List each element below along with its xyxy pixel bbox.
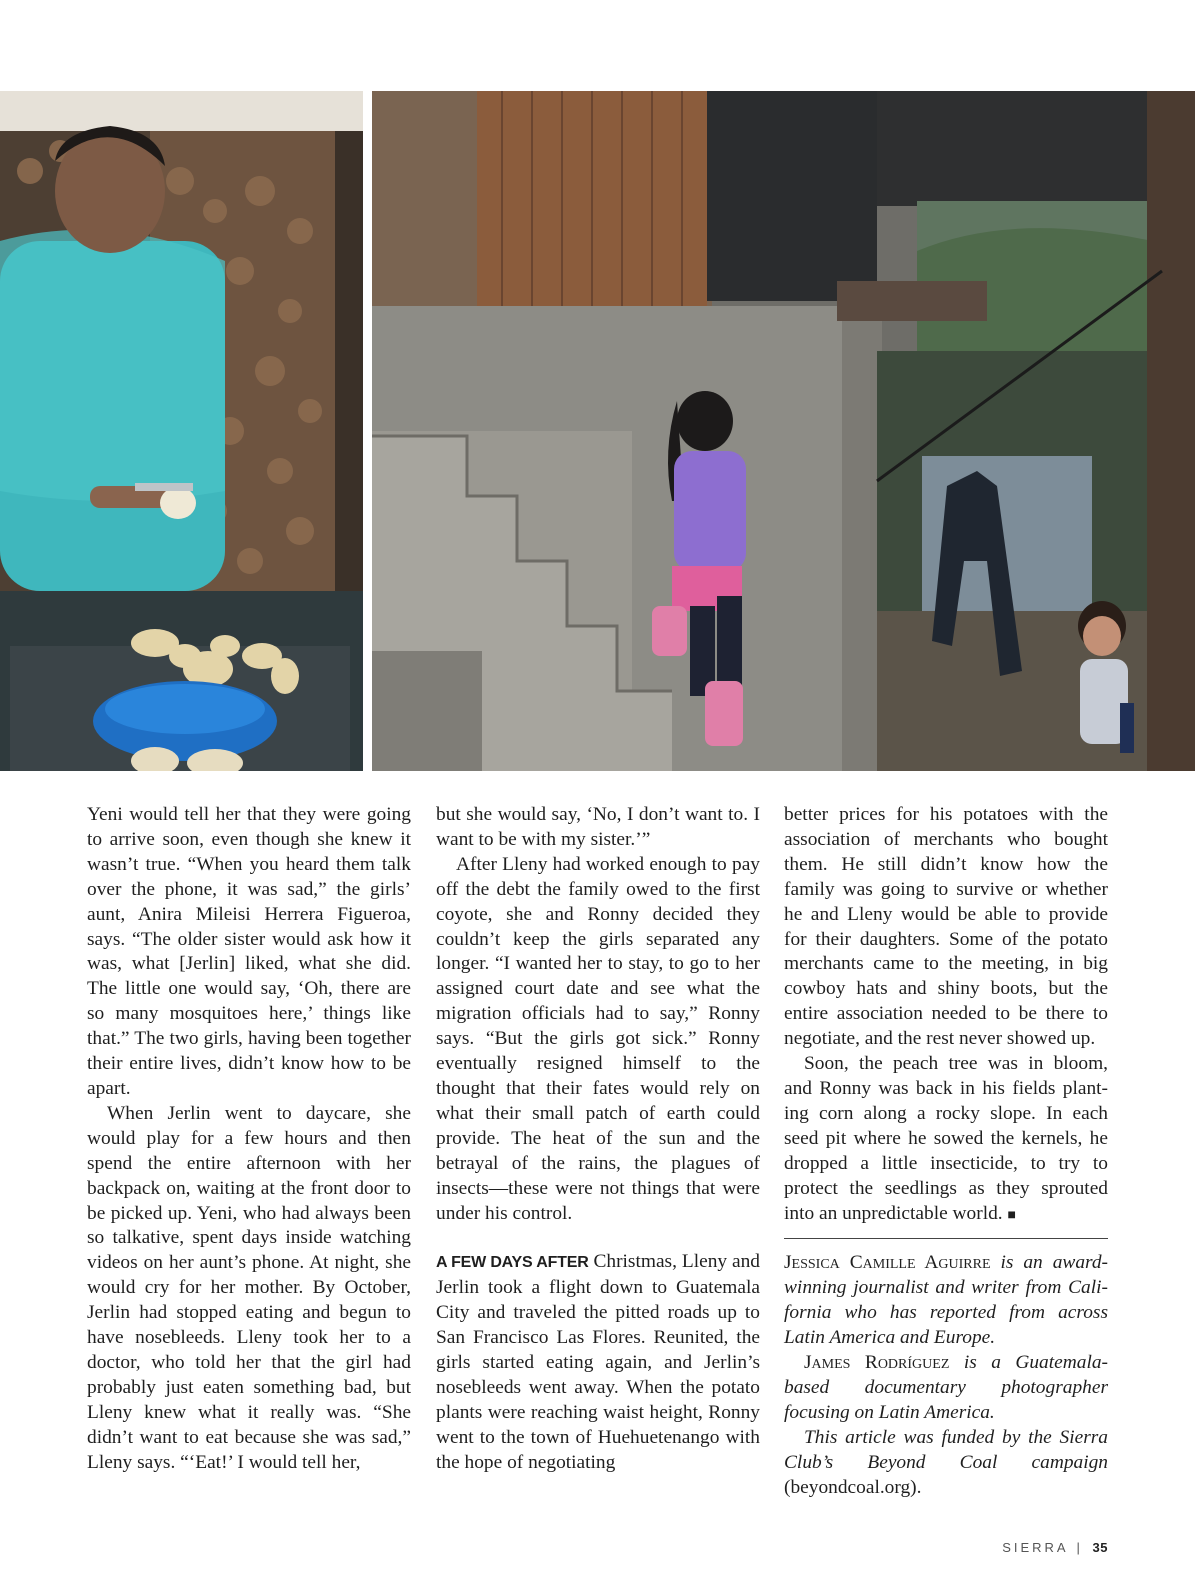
section-paragraph (436, 1250, 760, 1475)
photo-right-illustration (372, 91, 1195, 771)
author-name: Jessica Camille Aguirre (784, 1252, 991, 1274)
folio-separator: | (1076, 1540, 1080, 1555)
page-number: 35 (1092, 1540, 1108, 1555)
author-bio (784, 1251, 1108, 1351)
paragraph: When Jerlin went to daycare, she would play for a few hours and then spend the entire afternoon with her backpack on, waiting at the front door to be picked up. Yeni, who had always been so talkative, spent days inside watching videos on her aunt’s phone. At night, she would cry for her mother. By October, Jerlin had stopped eating and begun to have nosebleeds. Lleny took her to a doctor, who told her that the girl had probably just eaten something bad, but Lleny knew what it really was. “She didn’t want to eat because she was sad,” Lleny says. “‘Eat!’ I would tell her, (87, 1102, 411, 1473)
text-column-3 (784, 803, 1108, 1500)
author-bio-text: is an award-winning journalist and writer from California who has reported from across Latin America and Europe. (784, 1252, 1108, 1349)
section-lead-in: A FEW DAYS AFTER (436, 1254, 589, 1272)
paragraph-text: Christmas, Lleny and Jerlin took a flight down to Guatemala City and traveled the pitted roads up to San Francisco Las Flores. Reunited, the girls started eating again, and Jerlin’s nosebleeds went away. When the potato plants were reaching waist height, Ronny went to the town of Huehuetenango with the hope of negotiating (436, 1251, 760, 1473)
bio-divider (784, 1238, 1108, 1239)
paragraph: Yeni would tell her that they were going to arrive soon, even though she knew it wasn’t true. “When you heard them talk over the phone, it was sad,” the girls’ aunt, Anira Mileisi Herrera Figueroa, says. “The older sister would ask how it was, what [Jerlin] liked, what she did. The little one would say, ‘Oh, there are so many mosquitoes here,’ things like that.” The two girls, having been together their entire lives, didn’t know how to be apart. (87, 804, 411, 1099)
photographer-bio-text: is a Guatemala-based documentary photographer focusing on Latin America. (784, 1352, 1108, 1423)
text-column-2 (436, 803, 760, 1476)
photo-woman-peeling-potatoes (0, 91, 363, 771)
photographer-bio (784, 1351, 1108, 1426)
paragraph-text: Soon, the peach tree was in bloom, and Ronny was back in his fields planting corn along a rocky slope. In each seed pit where he sowed the kernels, he dropped a little insecticide, to try to protect the seedlings as they sprouted into an unpredictable world. (784, 1053, 1108, 1224)
page-folio (1002, 1540, 1108, 1555)
text-column-1 (87, 803, 411, 1475)
magazine-name: SIERRA (1002, 1540, 1068, 1555)
funding-url: (beyondcoal.org). (784, 1476, 922, 1498)
photo-girl-climbing-stairs (372, 91, 1195, 771)
paragraph-final (784, 1052, 1108, 1228)
end-mark: ■ (1007, 1207, 1016, 1223)
paragraph: but she would say, ‘No, I don’t want to. I want to be with my sister.’” (436, 804, 760, 850)
paragraph: After Lleny had worked enough to pay off the debt the family owed to the first coyote, she and Ronny decided they couldn’t keep the girls separated any longer. “I wanted her to stay, to go to her assigned court date and see what the migration officials had to say,” Ronny says. “But the girls got sick.” Ronny eventually resigned himself to the thought that their fates would rely on what their small patch of earth could provide. The heat of the sun and the betrayal of the rains, the plagues of insects—these were not things that were under his control. (436, 853, 760, 1224)
funding-text: This article was funded by the Sierra Club’s Beyond Coal campaign (784, 1426, 1108, 1473)
funding-note (784, 1426, 1108, 1501)
paragraph: better prices for his potatoes with the association of merchants who bought them. He still didn’t know how the family was going to survive or whether he and Lleny would be able to provide for their daughters. Some of the potato merchants came to the meeting, in big cowboy hats and shiny boots, but the entire association needed to be there to negotiate, and the rest never showed up. (784, 804, 1108, 1050)
photo-left-illustration (0, 91, 363, 771)
photographer-name: James Rodríguez (804, 1352, 950, 1374)
